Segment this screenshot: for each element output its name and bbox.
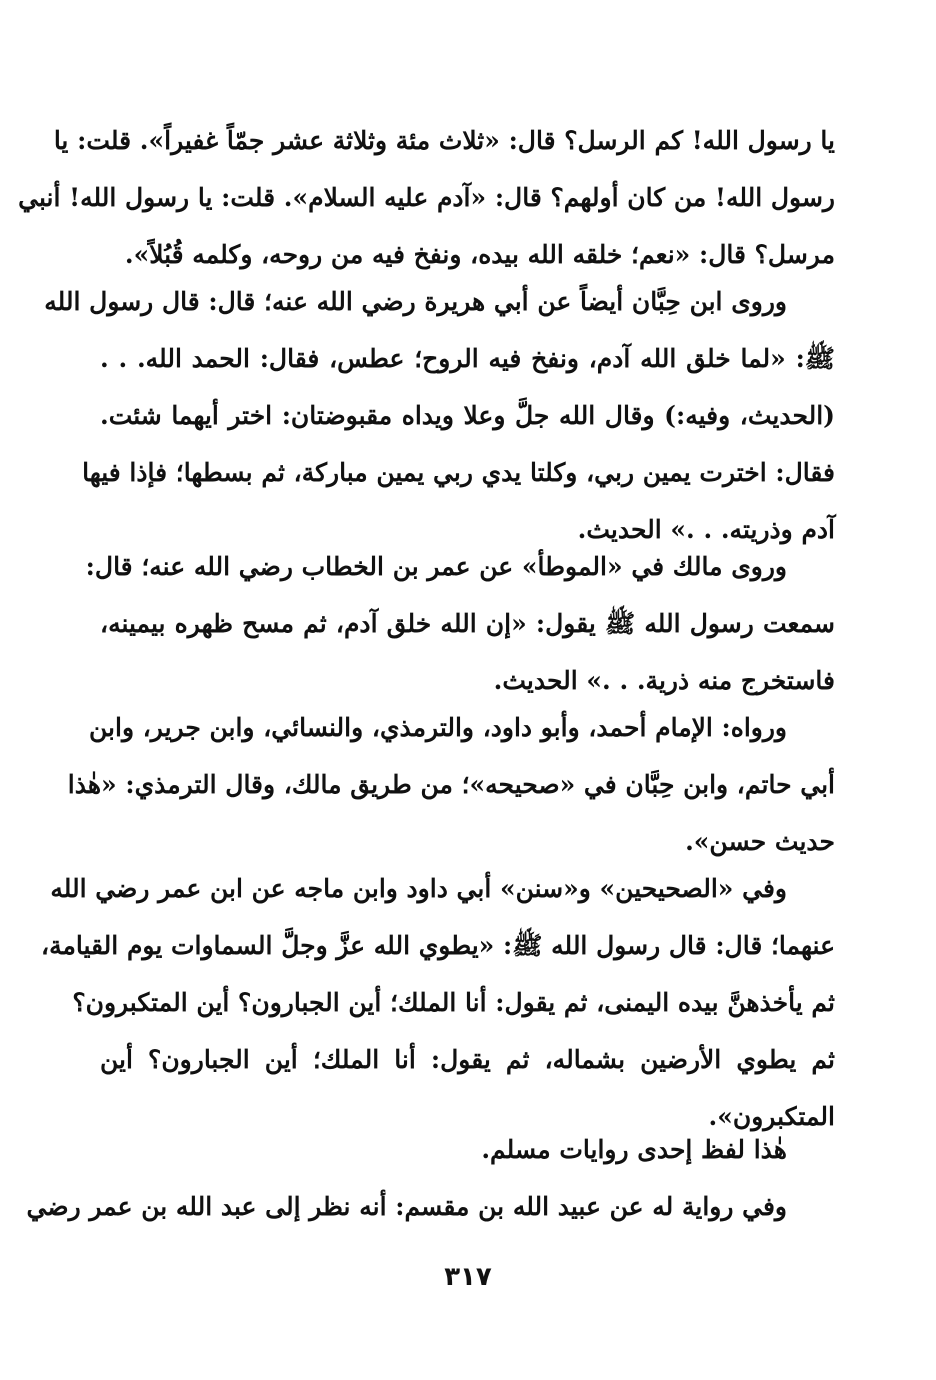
paragraph-7 (26, 1178, 835, 1235)
text-line: وفي «الصحيحين» و«سنن» أبي داود وابن ماجه عن ابن عمر رضي الله (50, 874, 787, 903)
page-number: ٣١٧ (444, 1262, 492, 1292)
text-line: عنهما؛ قال: قال رسول الله ﷺ: «يطوي الله عزَّ وجلَّ السماوات يوم القيامة، (41, 931, 835, 960)
paragraph-3 (85, 538, 835, 709)
paragraph-4 (67, 699, 835, 870)
text-line: (الحديث، وفيه:) وقال الله جلَّ وعلا ويداه مقبوضتان: اختر أيهما شئت. (100, 401, 835, 430)
text-line: يا رسول الله! كم الرسل؟ قال: «ثلاث مئة وثلاثة عشر جمّاً غفيراً». قلت: يا (53, 126, 835, 155)
text-line: حديث حسن». (685, 827, 835, 856)
text-line: ثم يأخذهنَّ بيده اليمنى، ثم يقول: أنا الملك؛ أين الجبارون؟ أين المتكبرون؟ (72, 988, 835, 1017)
text-line: مرسل؟ قال: «نعم؛ خلقه الله بيده، ونفخ فيه من روحه، وكلمه قُبُلاً». (124, 240, 835, 269)
paragraph-2 (44, 273, 835, 558)
paragraph-6 (100, 1121, 835, 1178)
text-line: فاستخرج منه ذرية. . .» الحديث. (493, 666, 835, 695)
text-line: وروى مالك في «الموطأ» عن عمر بن الخطاب رضي الله عنه؛ قال: (85, 552, 787, 581)
paragraph-1 (18, 112, 835, 283)
text-line: آدم وذريته. . .» الحديث. (577, 515, 835, 544)
text-line: رسول الله! من كان أولهم؟ قال: «آدم عليه السلام». قلت: يا رسول الله! أنبي (18, 183, 835, 212)
text-line: فقال: اخترت يمين ربي، وكلتا يدي ربي يمين مباركة، ثم بسطها؛ فإذا فيها (82, 458, 835, 487)
text-line: ﷺ: «لما خلق الله آدم، ونفخ فيه الروح؛ عطس، فقال: الحمد الله. . . (100, 344, 835, 373)
text-line: سمعت رسول الله ﷺ يقول: «إن الله خلق آدم، ثم مسح ظهره بيمينه، (100, 609, 835, 638)
text-line: ورواه: الإمام أحمد، وأبو داود، والترمذي، والنسائي، وابن جرير، وابن (89, 713, 787, 742)
text-line: وفي رواية له عن عبيد الله بن مقسم: أنه نظر إلى عبد الله بن عمر رضي (26, 1192, 787, 1221)
text-line: المتكبرون». (708, 1102, 835, 1131)
text-line: ثم يطوي الأرضين بشماله، ثم يقول: أنا الملك؛ أين الجبارون؟ أين (100, 1045, 835, 1074)
text-line: وروى ابن حِبَّان أيضاً عن أبي هريرة رضي الله عنه؛ قال: قال رسول الله (44, 287, 787, 316)
text-line: هٰذا لفظ إحدى روايات مسلم. (481, 1135, 787, 1164)
text-line: أبي حاتم، وابن حِبَّان في «صحيحه»؛ من طريق مالك، وقال الترمذي: «هٰذا (67, 770, 835, 799)
paragraph-5 (41, 860, 835, 1145)
